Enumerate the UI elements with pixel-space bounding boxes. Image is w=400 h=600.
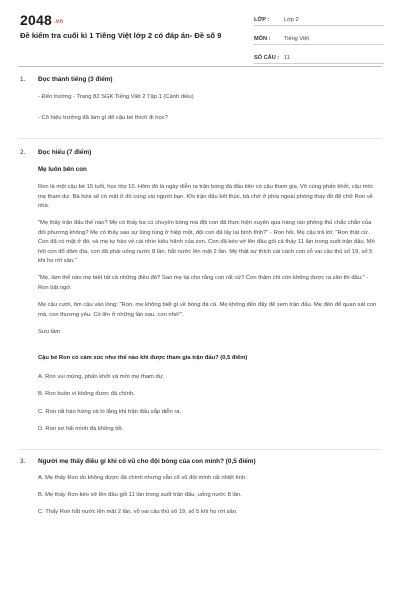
question-2 [0,149,400,435]
logo-text: 2048 [20,12,52,28]
logo-suffix: .vn [53,19,64,25]
story-source: Sưu tầm [38,329,61,336]
meta-key: SỐ CÂU : [254,55,280,61]
answer-option[interactable]: D. Ron sợ hãi mình đá không tốt. [38,426,124,433]
question-number: 2. [20,148,26,156]
question-title: Đọc thành tiếng (3 điểm) [38,76,113,83]
meta-key: MÔN : [254,36,271,42]
answer-option[interactable]: C. Thấy Ron hắt nước lên mặt 2 lần, vỗ vai cầu thủ số 19, số 5 khi họ rời sân. [38,509,238,516]
meta-row-subject [254,31,384,45]
question-heading [20,76,400,83]
question-number: 1. [20,76,26,83]
list-item: - Đến trường - Trang 82 SGK Tiếng Việt 2 Tập 1 (Cánh diều) [38,94,194,100]
meta-row-class [254,12,384,26]
question-heading [20,149,400,156]
header [0,0,400,66]
story-title: Mẹ luôn bên con [38,165,87,173]
question-title: Đọc hiểu (7 điểm) [38,148,92,156]
story-paragraph: "Mẹ, làm thế nào mẹ biết tất cả những điều đó? Sao mẹ lại cho rằng con rất cừ? Con thậm chí còn không được ra sân thi đấu." - Ron bật ngờ. [38,275,369,291]
question-title: Người mẹ thấy điều gì khi cố vũ cho đội bóng của con mình? (0,5 điểm) [38,457,256,465]
question-heading [20,458,400,465]
section-divider [18,449,382,450]
exam-content [0,76,400,518]
answer-option[interactable]: C. Ron rất hào hứng và lo lắng khi trận đấu sắp diễn ra. [38,408,182,415]
answer-option[interactable]: A. Ron vui mừng, phấn khởi và mời mẹ tham dự. [38,373,165,380]
story-paragraph: "Mẹ thấy trận đấu thế nào? Mẹ có thấy ba cú chuyền bóng mà đội con đã thực hiện xuyên qua hàng rào phòng thủ chắc chắn của đối phương không? Mẹ có thấy sau sự lúng túng ở hiệp một, đội con đã lấy lại bình tĩnh?" - Ron hỏi. Mẹ cậu trả lời: "Ron thật cừ. Con đã có mặt ở đó, và mẹ tự hào về cái nhìn kiêu hãnh của con. Con đã kéo vớ lên đầu gối cả thảy 11 lần trong suốt trận đấu. Mồ hôi con đổ đầm đìa, con đã phải uống nước 8 lần, hắt nước lên mặt 2 lần. Mẹ thật sự thích cái cách con vỗ vai cầu thủ số 19, số 5 khi họ rời sân." [38,220,375,265]
answer-option[interactable]: B. Mẹ thấy Ron kéo vớ lên đầu gối 11 lần trong suốt trận đấu, uống nước 8 lần. [38,491,242,498]
meta-info [254,12,384,69]
list-item: - Cô hiệu trưởng đã làm gì để cậu bé thích đi học? [38,115,168,122]
answer-option[interactable]: A. Mẹ thấy Ron dù không được đá chính nhưng vẫn cổ vũ đội mình rất nhiệt tình. [38,474,247,481]
question-3 [0,458,400,518]
document-title: Đề kiểm tra cuối kì 1 Tiếng Việt lớp 2 có đáp án- Đề số 9 [20,31,222,40]
meta-value: 11 [284,55,290,61]
meta-key: LỚP : [254,17,270,23]
section-divider [18,138,382,139]
story-paragraph: Ron là một cậu bé 15 tuổi, học lớp 10. Hôm đó là ngày diễn ra trận bóng đá đầu tiên có cậu tham gia. Vô cùng phấn khởi, cậu mời mẹ tham dự. Bà hứa sẽ có mặt ở đó cùng vài người bạn. Khi trận đấu kết thúc, bà chờ ở phía ngoài phòng thay đồ để chở Ron về nhà. [38,184,373,210]
meta-value: Lớp 2 [284,17,299,23]
question-number: 3. [20,457,26,465]
meta-row-question-count [254,50,384,64]
answer-option[interactable]: B. Ron buồn vì không được đá chính. [38,391,135,398]
story-paragraph: Mẹ cậu cười, ôm cậu vào lòng: "Ron, mẹ không biết gì về bóng đá cả. Mẹ không đến đây để xem trận đấu. Mẹ đến để quan sát con mà, con thương yêu. Có lẽn ở những lần sau, con nhé!". [38,302,377,318]
meta-value: Tiếng Việt [284,36,309,42]
sub-question: Cậu bé Ron có cảm xúc như thế nào khi được tham gia trận đấu? (0,5 điểm) [38,354,248,361]
site-logo[interactable] [20,12,63,28]
header-divider [18,66,382,67]
question-1 [0,76,400,124]
